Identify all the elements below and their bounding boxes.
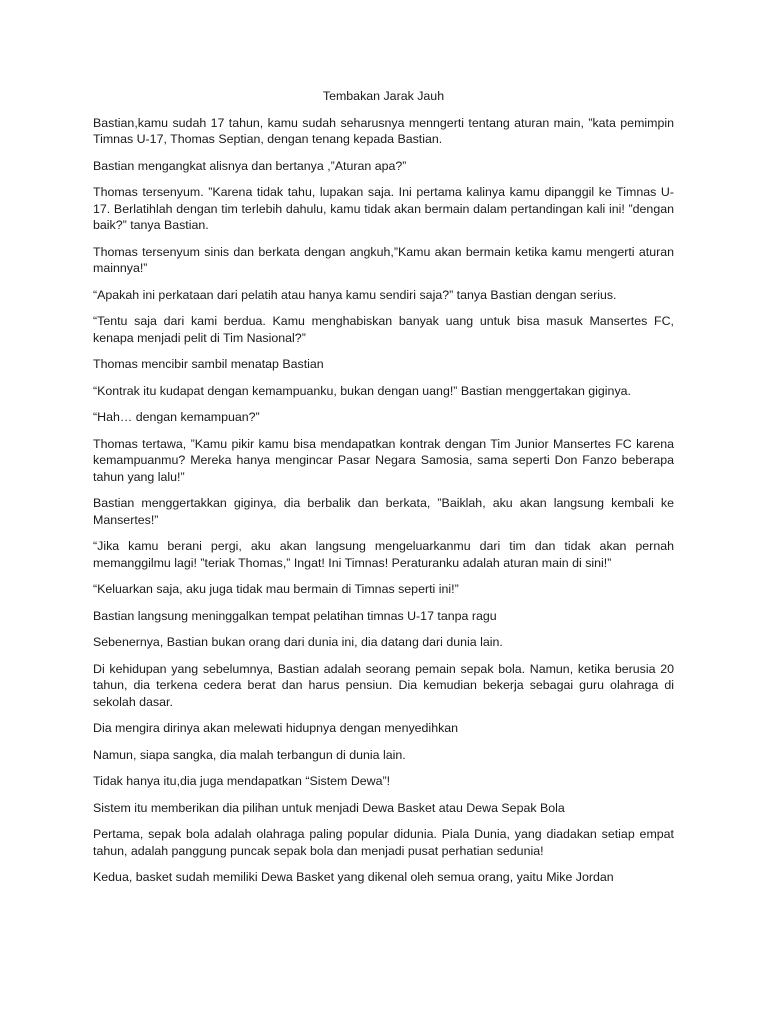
paragraph-13: “Keluarkan saja, aku juga tidak mau bermain di Timnas seperti ini!” — [93, 582, 459, 596]
document-page — [93, 88, 674, 896]
paragraph-12: “Jika kamu berani pergi, aku akan langsung mengeluarkanmu dari tim dan tidak akan pernah memanggilmu lagi! ”teriak Thomas,” Ingat! Ini Timnas! Peraturanku adalah aturan main di sini!” — [93, 539, 674, 570]
paragraph-14: Bastian langsung meninggalkan tempat pelatihan timnas U-17 tanpa ragu — [93, 608, 497, 623]
paragraph-9: “Hah… dengan kemampuan?” — [93, 410, 260, 424]
paragraph-21: Pertama, sepak bola adalah olahraga paling popular didunia. Piala Dunia, yang diadakan setiap empat tahun, adalah panggung puncak sepak bola dan menjadi pusat perhatian sedunia! — [93, 827, 674, 858]
paragraph-6: “Tentu saja dari kami berdua. Kamu menghabiskan banyak uang untuk bisa masuk Mansertes FC, kenapa menjadi pelit di Tim Nasional?” — [93, 314, 674, 345]
paragraph-15: Sebenernya, Bastian bukan orang dari dunia ini, dia datang dari dunia lain. — [93, 635, 503, 649]
paragraph-3: Thomas tersenyum. ”Karena tidak tahu, lupakan saja. Ini pertama kalinya kamu dipanggil ke Timnas U-17. Berlatihlah dengan tim terlebih dahulu, kamu tidak akan bermain dalam pertandingan kali ini! ”dengan baik?” tanya Bastian. — [93, 185, 674, 232]
paragraph-11: Bastian menggertakkan giginya, dia berbalik dan berkata, ”Baiklah, aku akan langsung kembali ke Mansertes!” — [93, 496, 674, 527]
paragraph-19: Tidak hanya itu,dia juga mendapatkan “Sistem Dewa”! — [93, 774, 391, 788]
paragraph-5: “Apakah ini perkataan dari pelatih atau hanya kamu sendiri saja?” tanya Bastian dengan serius. — [93, 287, 617, 302]
paragraph-2: Bastian mengangkat alisnya dan bertanya ,”Aturan apa?” — [93, 158, 407, 173]
paragraph-20: Sistem itu memberikan dia pilihan untuk menjadi Dewa Basket atau Dewa Sepak Bola — [93, 800, 565, 815]
paragraph-1: Bastian,kamu sudah 17 tahun, kamu sudah seharusnya menngerti tentang aturan main, ”kata pemimpin Timnas U-17, Thomas Septian, dengan tenang kepada Bastian. — [93, 115, 674, 146]
paragraph-17: Dia mengira dirinya akan melewati hidupnya dengan menyedihkan — [93, 721, 459, 735]
paragraph-16: Di kehidupan yang sebelumnya, Bastian adalah seorang pemain sepak bola. Namun, ketika berusia 20 tahun, dia terkena cedera berat dan harus pensiun. Dia kemudian bekerja sebagai guru olahraga di sekolah dasar. — [93, 661, 674, 709]
paragraph-4: Thomas tersenyum sinis dan berkata dengan angkuh,”Kamu akan bermain ketika kamu mengerti aturan mainnya!” — [93, 244, 674, 275]
paragraph-8: “Kontrak itu kudapat dengan kemampuanku, bukan dengan uang!” Bastian menggertakan giginya. — [93, 383, 631, 398]
paragraph-18: Namun, siapa sangka, dia malah terbangun di dunia lain. — [93, 747, 406, 762]
paragraph-10: Thomas tertawa, ”Kamu pikir kamu bisa mendapatkan kontrak dengan Tim Junior Mansertes FC karena kemampuanmu? Mereka hanya mengincar Pasar Negara Samosia, sama seperti Don Fanzo beberapa tahun yang lalu!” — [93, 436, 674, 484]
paragraph-22: Kedua, basket sudah memiliki Dewa Basket yang dikenal oleh semua orang, yaitu Mike Jordan — [93, 870, 614, 884]
document-title: Tembakan Jarak Jauh — [322, 89, 445, 103]
paragraph-7: Thomas mencibir sambil menatap Bastian — [93, 357, 324, 371]
